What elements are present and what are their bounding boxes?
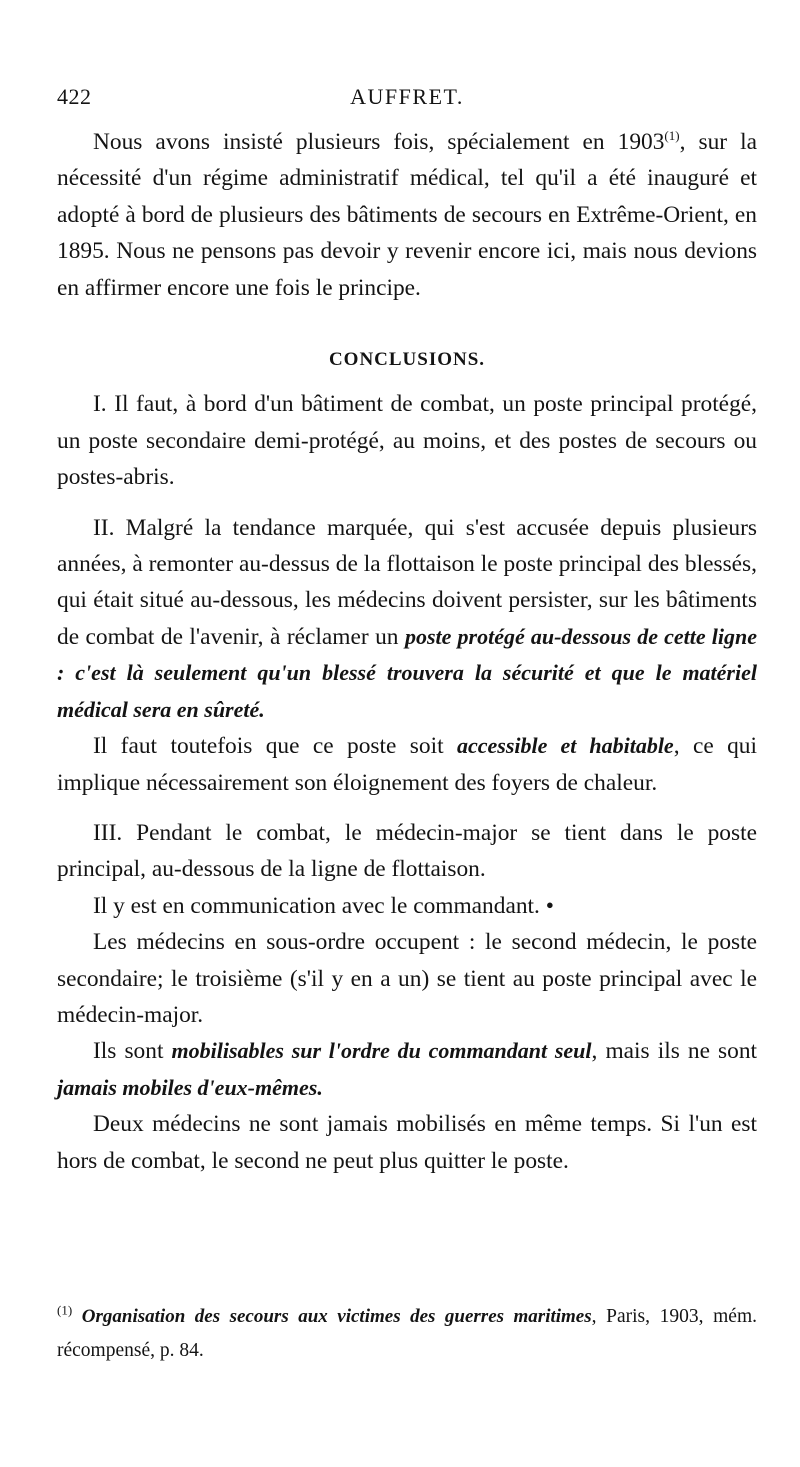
conclusion-2b-text-a: Il faut toutefois que ce poste soit [93, 733, 457, 760]
running-title: AUFFRET. [350, 84, 464, 109]
page-header [57, 84, 757, 114]
conclusion-3: III. Pendant le combat, le médecin-major se tient dans le poste principal, au-dessous de la ligne de flottaison. [57, 819, 757, 883]
conclusion-3-mobilisation [57, 1033, 757, 1106]
mobilisation-text-a: Ils sont [93, 1038, 172, 1065]
conclusion-2 [57, 510, 757, 728]
conclusion-3-subordinates: Les médecins en sous-ordre occupent : le second médecin, le poste secondaire; le troisième (s'il y en a un) se tient au poste principal avec le médecin-major. [57, 929, 757, 1028]
conclusion-2-emphasis: poste protégé au-dessous de cette ligne : c'est là seulement qu'un blessé trouvera la sécurité et que le matériel médical sera en sûreté. [57, 623, 757, 722]
footnote [57, 1300, 757, 1368]
footnote-title: Organisation des secours aux victimes des guerres maritimes [81, 1306, 592, 1327]
conclusion-2b-text-b: , ce qui implique nécessairement son éloignement des foyers de chaleur. [57, 733, 757, 796]
footnote-marker: (1) [57, 1302, 73, 1318]
conclusion-2-text: II. Malgré la tendance marquée, qui s'est accusée depuis plusieurs années, à remonter au-dessus de la flottaison le poste principal des blessés, qui était situé au-dessous, les médecins doivent persister, sur les bâtiments de combat de l'avenir, à réclamer un [57, 514, 757, 650]
paragraph-intro [57, 124, 757, 306]
footnote-reference[interactable]: (1) [664, 128, 680, 144]
mobilisation-emphasis-1: mobilisables sur l'ordre du commandant seul [171, 1038, 592, 1064]
footnote-details: , Paris, 1903, mém. récompensé, p. 84. [57, 1306, 757, 1361]
intro-text-a: Nous avons insisté plusieurs fois, spécialement en 1903 [93, 129, 665, 155]
conclusion-3-communication: Il y est en communication avec le commandant. • [93, 892, 554, 919]
body-text [57, 124, 757, 1179]
section-heading: CONCLUSIONS. [328, 349, 486, 371]
conclusion-2-continued [57, 728, 757, 801]
conclusion-3-final: Deux médecins ne sont jamais mobilisés en même temps. Si l'un est hors de combat, le second ne peut plus quitter le poste. [57, 1111, 757, 1174]
mobilisation-text-b: , mais ils ne sont [591, 1038, 758, 1065]
page-number: 422 [57, 84, 92, 109]
intro-text-b: , sur la nécessité d'un régime administratif médical, tel qu'il a été inauguré et adopté à bord de plusieurs des bâtiments de secours en Extrême-Orient, en 1895. Nous ne pensons pas devoir y revenir encore ici, mais nous devions en affirmer encore une fois le principe. [57, 129, 758, 301]
mobilisation-emphasis-2: jamais mobiles d'eux-mêmes. [57, 1074, 323, 1100]
conclusion-2b-emphasis: accessible et habitable [456, 733, 674, 759]
conclusion-1: I. Il faut, à bord d'un bâtiment de combat, un poste principal protégé, un poste secondaire demi-protégé, au moins, et des postes de secours ou postes-abris. [57, 391, 757, 491]
